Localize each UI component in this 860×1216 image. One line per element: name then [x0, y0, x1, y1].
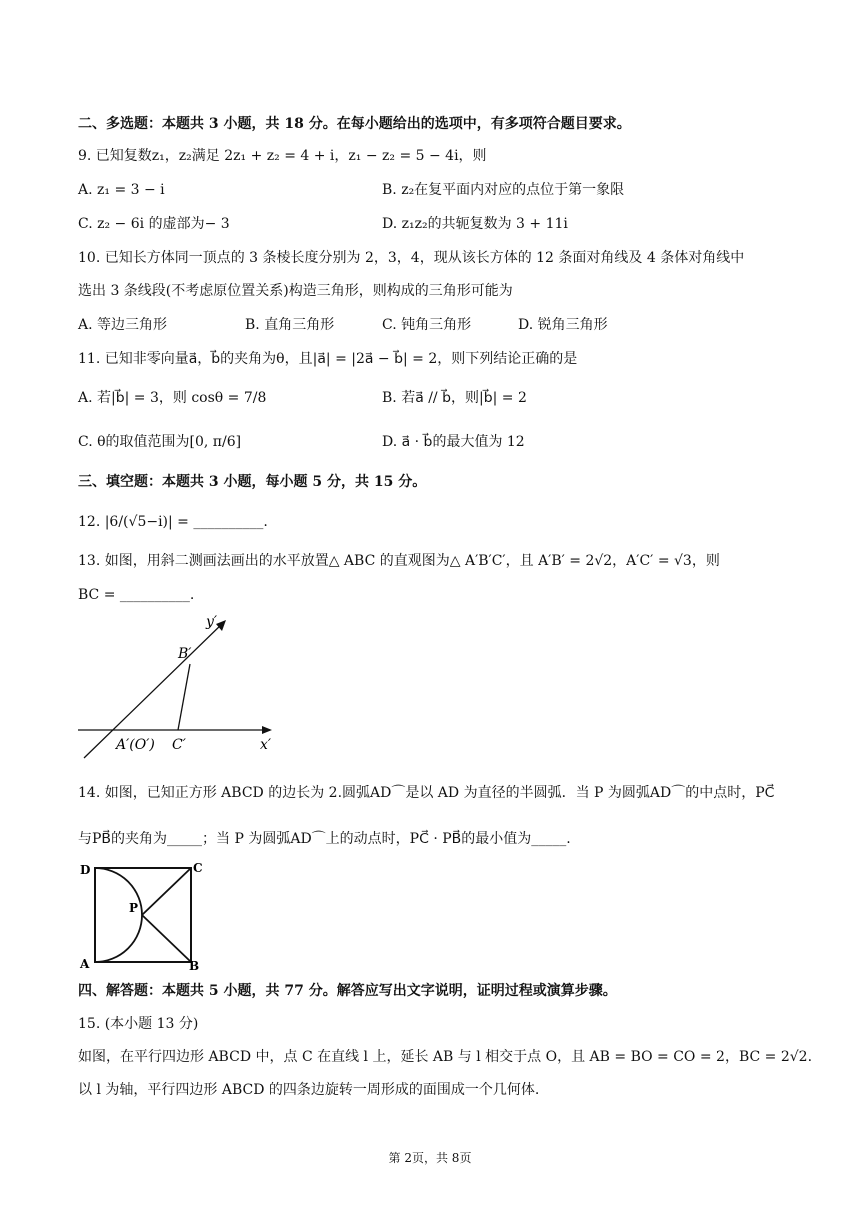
q13-line1: 13. 如图，用斜二测画法画出的水平放置△ ABC 的直观图为△ A′B′C′，且 A′B′ = 2√2，A′C′ = √3，则: [78, 553, 720, 569]
q10-option-c: C. 钝角三角形: [382, 317, 472, 333]
q13-line2: BC = __________.: [78, 587, 195, 603]
point-p-label: P: [129, 901, 139, 915]
q14-line2: 与PB⃗的夹角为_____；当 P 为圆弧AD⌒上的动点时，PC⃗ · PB⃗的最小值为_____.: [78, 831, 571, 847]
section-multi-choice-heading: 二、多选题：本题共 3 小题，共 18 分。在每小题给出的选项中，有多项符合题目要求。: [78, 116, 631, 132]
q14-square-figure: [76, 858, 206, 972]
q10-stem-line2: 选出 3 条线段(不考虑原位置关系)构造三角形，则构成的三角形可能为: [78, 283, 513, 299]
segment-p-c: [142, 868, 191, 915]
q15-line1: 如图，在平行四边形 ABCD 中，点 C 在直线 l 上，延长 AB 与 l 相交于点 O，且 AB = BO = CO = 2，BC = 2√2.: [78, 1049, 813, 1065]
q9-option-b: B. z₂在复平面内对应的点位于第一象限: [382, 182, 625, 198]
point-c-label: C′: [172, 737, 186, 753]
q12-text: 12. |6/(√5−i)| = __________.: [78, 514, 268, 530]
origin-label: A′(O′): [116, 737, 155, 753]
point-d-label: D: [80, 863, 91, 877]
q10-option-a: A. 等边三角形: [78, 317, 168, 333]
q9-option-a: A. z₁ = 3 − i: [78, 182, 165, 198]
point-b-label: B: [189, 959, 200, 972]
q10-stem-line1: 10. 已知长方体同一顶点的 3 条棱长度分别为 2，3，4，现从该长方体的 12 条面对角线及 4 条体对角线中: [78, 250, 745, 266]
point-b-label: B′: [178, 646, 192, 662]
q10-option-d: D. 锐角三角形: [518, 317, 608, 333]
q11-option-b: B. 若a⃗ // b⃗，则|b⃗| = 2: [382, 390, 527, 406]
section-answer-heading: 四、解答题：本题共 5 小题，共 77 分。解答应写出文字说明，证明过程或演算步骤。: [78, 983, 617, 999]
section-fill-blank-heading: 三、填空题：本题共 3 小题，每小题 5 分，共 15 分。: [78, 474, 427, 490]
q11-stem: 11. 已知非零向量a⃗，b⃗的夹角为θ，且|a⃗| = |2a⃗ − b⃗| = 2，则下列结论正确的是: [78, 351, 578, 367]
semicircle-arc-ad: [95, 868, 142, 962]
q14-line1: 14. 如图，已知正方形 ABCD 的边长为 2.圆弧AD⌒是以 AD 为直径的半圆弧．当 P 为圆弧AD⌒的中点时，PC⃗: [78, 785, 775, 801]
q9-option-d: D. z₁z₂的共轭复数为 3 + 11i: [382, 216, 568, 232]
page-footer: 第 2页，共 8页: [388, 1151, 472, 1165]
x-axis-label: x′: [260, 737, 272, 753]
q10-option-b: B. 直角三角形: [245, 317, 335, 333]
q13-oblique-figure: [74, 608, 284, 760]
x-axis-arrow-icon: [262, 726, 272, 734]
q15-line2: 以 l 为轴，平行四边形 ABCD 的四条边旋转一周形成的面围成一个几何体.: [78, 1082, 540, 1098]
q11-option-d: D. a⃗ · b⃗的最大值为 12: [382, 434, 525, 450]
point-c-label: C: [193, 861, 203, 875]
y-axis-arrow-icon: [216, 620, 226, 631]
q9-option-c: C. z₂ − 6i 的虚部为− 3: [78, 216, 230, 232]
point-a-label: A: [80, 957, 90, 971]
q11-option-a: A. 若|b⃗| = 3，则 cosθ = 7/8: [78, 390, 267, 406]
segment-b-c: [178, 664, 190, 730]
q11-option-c: C. θ的取值范围为[0, π/6]: [78, 434, 242, 450]
segment-p-b: [142, 915, 191, 962]
q15-title: 15. (本小题 13 分): [78, 1016, 199, 1032]
q9-stem: 9. 已知复数z₁，z₂满足 2z₁ + z₂ = 4 + i，z₁ − z₂ = 5 − 4i，则: [78, 148, 487, 164]
y-axis-label: y′: [206, 614, 218, 630]
